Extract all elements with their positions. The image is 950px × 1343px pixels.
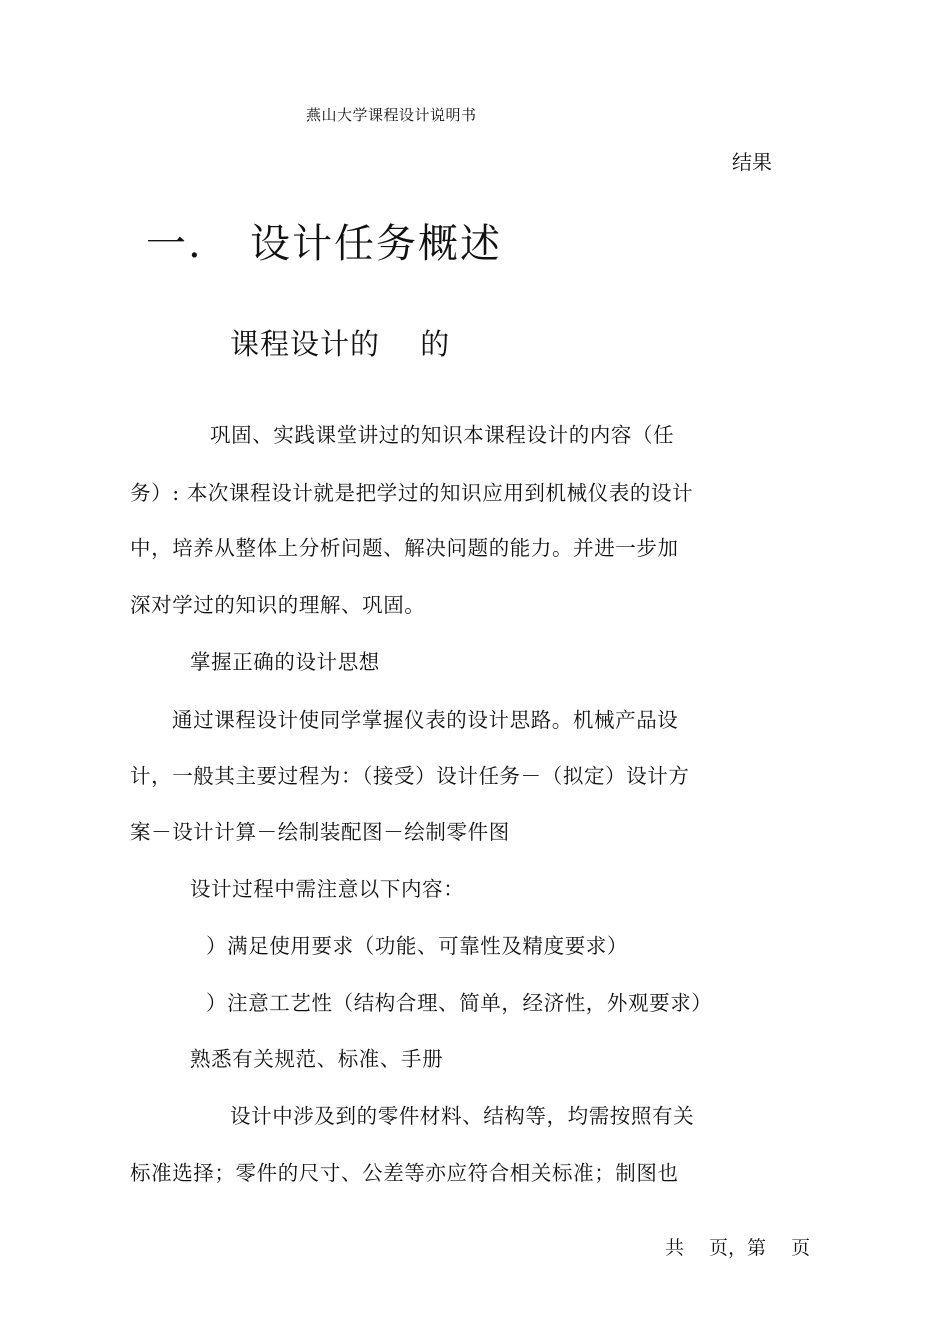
- subsection-title: 课程设计的 的: [230, 327, 451, 361]
- paragraph-line: 设计过程中需注意以下内容：: [190, 877, 465, 901]
- paragraph-line: 计，一般其主要过程为：（接受）设计任务－（拟定）设计方: [130, 764, 690, 788]
- paragraph-line: 中，培养从整体上分析问题、解决问题的能力。并进一步加: [130, 536, 679, 560]
- page-footer: 共 页，第 页: [665, 1237, 811, 1259]
- result-column-label: 结果: [732, 150, 772, 174]
- paragraph-line: 务）: 本次课程设计就是把学过的知识应用到机械仪表的设计: [130, 481, 694, 505]
- paragraph-line: 标准选择；零件的尺寸、公差等亦应符合相关标准；制图也: [130, 1161, 679, 1185]
- section-number: 一.: [146, 221, 203, 267]
- paragraph-line: 通过课程设计使同学掌握仪表的设计思路。机械产品设: [172, 708, 679, 732]
- section-title: 设计任务概述: [250, 221, 502, 267]
- list-item: ）注意工艺性（结构合理、简单，经济性，外观要求）: [206, 991, 713, 1015]
- paragraph-line: 巩固、实践课堂讲过的知识本课程设计的内容（任: [210, 423, 675, 447]
- paragraph-heading: 掌握正确的设计思想: [190, 650, 380, 674]
- paragraph-line: 案－设计计算－绘制装配图－绘制零件图: [130, 820, 510, 844]
- list-item: ）满足使用要求（功能、可靠性及精度要求）: [206, 934, 628, 958]
- paragraph-heading: 熟悉有关规范、标准、手册: [190, 1047, 444, 1071]
- document-header-title: 燕山大学课程设计说明书: [306, 106, 477, 124]
- paragraph-line: 设计中涉及到的零件材料、结构等，均需按照有关: [230, 1104, 695, 1128]
- paragraph-line: 深对学过的知识的理解、巩固。: [130, 593, 426, 617]
